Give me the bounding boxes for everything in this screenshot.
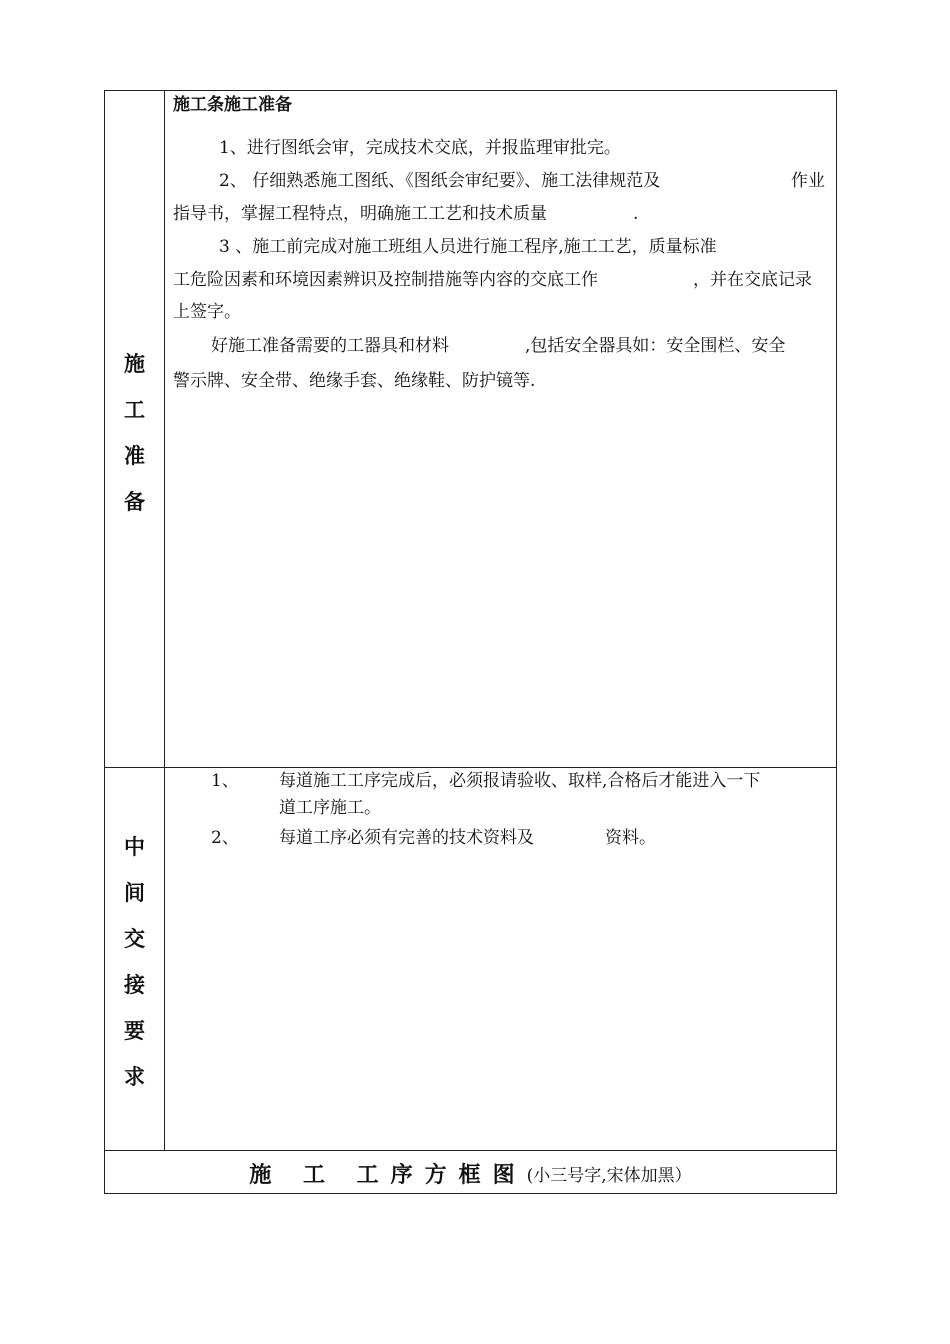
paragraph-2-line-2: 指导书，掌握工程特点，明确施工工艺和技术质量 — [173, 204, 547, 224]
paragraph-3-line-2: 工危险因素和环境因素辨识及控制措施等内容的交底工作 — [173, 270, 598, 290]
section-title: 施工条施工准备 — [173, 95, 292, 115]
side-char: 施 — [124, 352, 145, 376]
paragraph-4-line-2: 警示牌、安全带、绝缘手套、绝缘鞋、防护镜等. — [173, 371, 536, 391]
side-char: 要 — [124, 1019, 145, 1043]
side-char: 间 — [124, 881, 145, 905]
list-item-2-end: 资料。 — [605, 828, 656, 848]
side-char: 中 — [124, 835, 145, 859]
paragraph-3-line-3: 上签字。 — [173, 302, 241, 322]
list-item-2-text: 每道工序必须有完善的技术资料及 — [279, 828, 534, 848]
paragraph-2-line-1-end: 作业 — [791, 171, 825, 191]
side-label-construction-prep — [105, 341, 164, 525]
row-divider — [105, 767, 836, 768]
paragraph-4-line-1-end: ,包括安全器具如：安全围栏、安全 — [525, 336, 786, 356]
side-char: 准 — [124, 444, 145, 468]
flowchart-title-row — [105, 1151, 836, 1195]
side-char: 交 — [124, 927, 145, 951]
paragraph-4-line-1: 好施工准备需要的工器具和材料 — [211, 336, 449, 356]
paragraph-2-line-2-end: . — [633, 204, 639, 224]
column-divider — [164, 91, 165, 1150]
flowchart-title-note: (小三号字,宋体加黑） — [526, 1165, 692, 1186]
side-label-handover-requirements — [105, 824, 164, 1100]
form-table — [104, 90, 837, 1194]
paragraph-1: 1、进行图纸会审，完成技术交底，并报监理审批完。 — [219, 138, 621, 158]
list-item-1-line-1: 每道施工工序完成后，必须报请验收、取样,合格后才能进入一下 — [279, 771, 761, 791]
side-char: 备 — [124, 490, 145, 514]
paragraph-3-line-1: 3 、施工前完成对施工班组人员进行施工程序,施工工艺，质量标准 — [219, 237, 717, 257]
paragraph-3-line-2-end: ，并在交底记录 — [693, 270, 812, 290]
side-char: 求 — [124, 1065, 145, 1089]
paragraph-2-line-1: 2、 仔细熟悉施工图纸、《图纸会审纪要》、施工法律规范及 — [219, 171, 661, 191]
list-item-1-number: 1、 — [211, 771, 239, 791]
list-item-2-number: 2、 — [211, 828, 239, 848]
side-char: 接 — [124, 973, 145, 997]
flowchart-title: 施 工 工序方框图 — [249, 1162, 527, 1188]
list-item-1-line-2: 道工序施工。 — [279, 798, 381, 818]
side-char: 工 — [124, 398, 145, 422]
